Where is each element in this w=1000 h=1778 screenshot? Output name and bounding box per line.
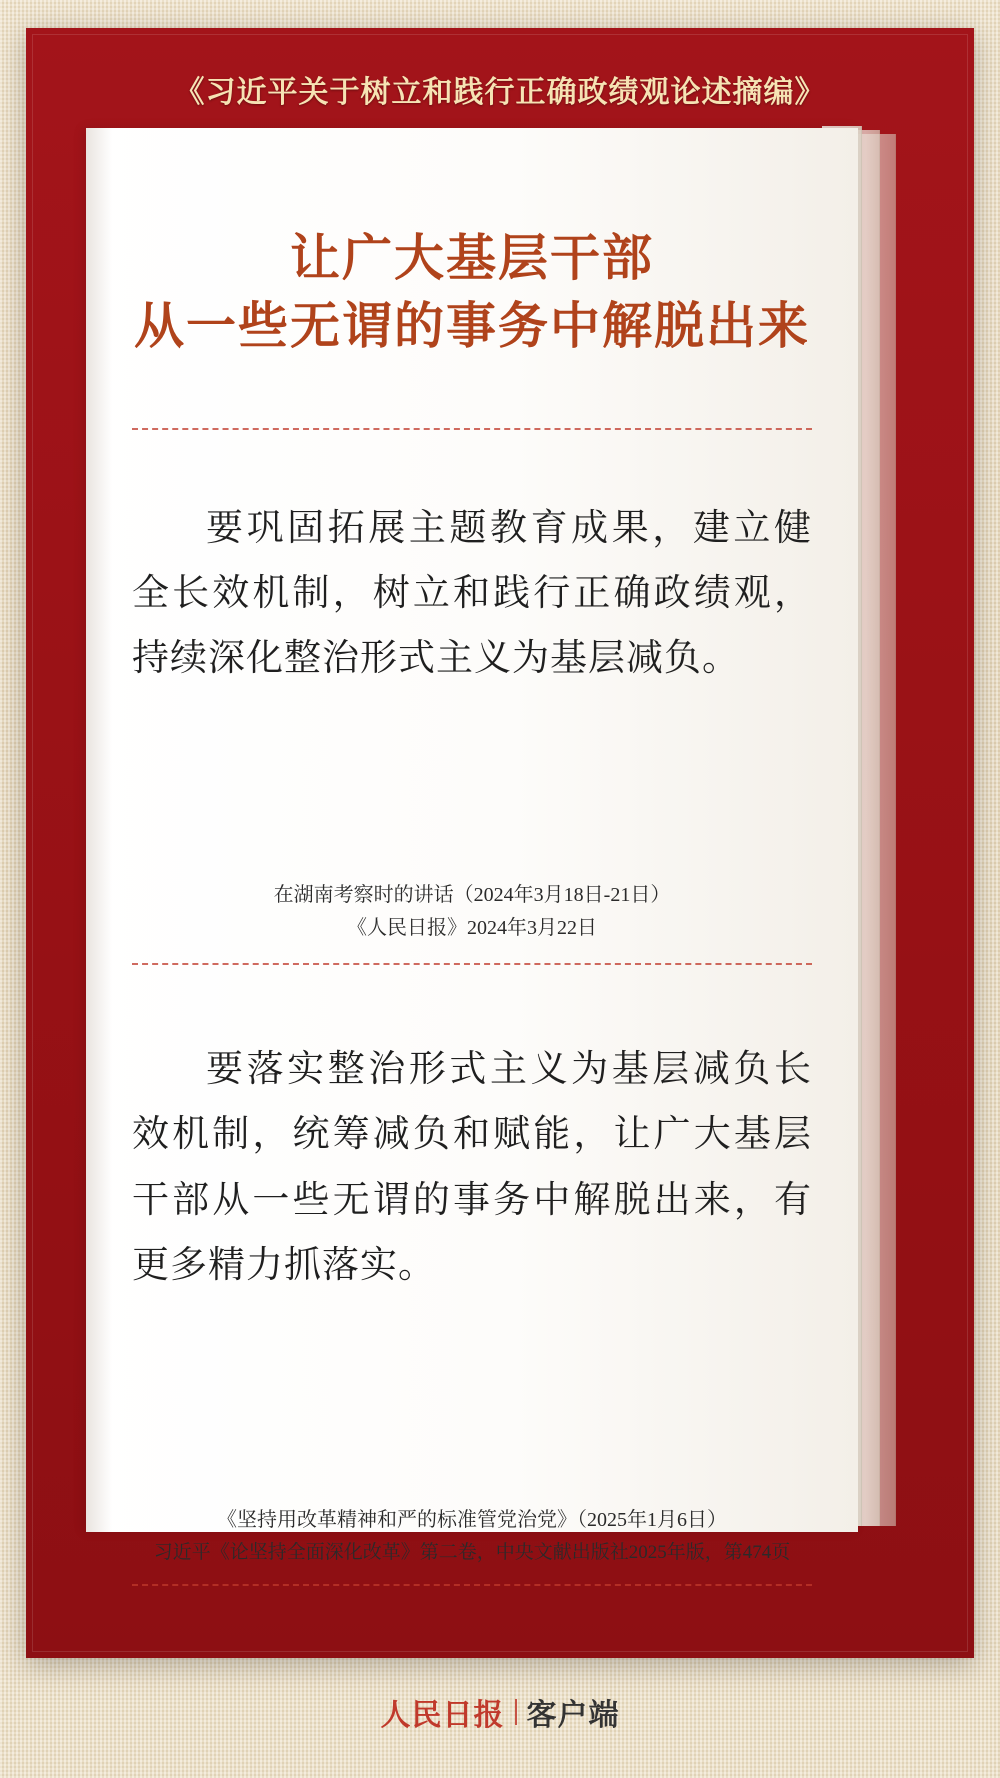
divider-top bbox=[132, 428, 812, 430]
source-1-line-2: 《人民日报》2024年3月22日 bbox=[347, 917, 597, 940]
page-title: 《习近平关于树立和践行正确政绩观论述摘编》 bbox=[174, 76, 826, 109]
footer-logo bbox=[0, 1690, 1000, 1734]
source-2-line-2: 习近平《论坚持全面深化改革》第二卷，中央文献出版社2025年版，第474页 bbox=[153, 1541, 791, 1563]
source-1-line-1: 在湖南考察时的讲话（2024年3月18日-21日） bbox=[273, 884, 671, 907]
source-2-line-1: 《坚持用改革精神和严的标准管党治党》（2025年1月6日） bbox=[217, 1508, 727, 1531]
headline-line-1: 让广大基层干部 bbox=[290, 230, 654, 286]
quote-text-2: 要落实整治形式主义为基层减负长效机制，统筹减负和赋能，让广大基层干部从一些无谓的事务中解脱出来，有更多精力抓落实。 bbox=[132, 1049, 812, 1286]
quote-source-2 bbox=[132, 1504, 812, 1568]
book-page bbox=[86, 128, 858, 1563]
publisher-name: 人民日报 bbox=[380, 1699, 505, 1732]
headline-line-2: 从一些无谓的事务中解脱出来 bbox=[134, 298, 810, 354]
headline bbox=[132, 224, 812, 360]
divider-middle bbox=[132, 963, 812, 965]
quote-text-1: 要巩固拓展主题教育成果，建立健全长效机制，树立和践行正确政绩观，持续深化整治形式主义为基层减负。 bbox=[132, 508, 812, 680]
logo-divider bbox=[515, 1699, 517, 1725]
divider-bottom bbox=[132, 1584, 812, 1586]
app-name: 客户端 bbox=[526, 1699, 620, 1732]
quote-source-1 bbox=[132, 879, 812, 945]
